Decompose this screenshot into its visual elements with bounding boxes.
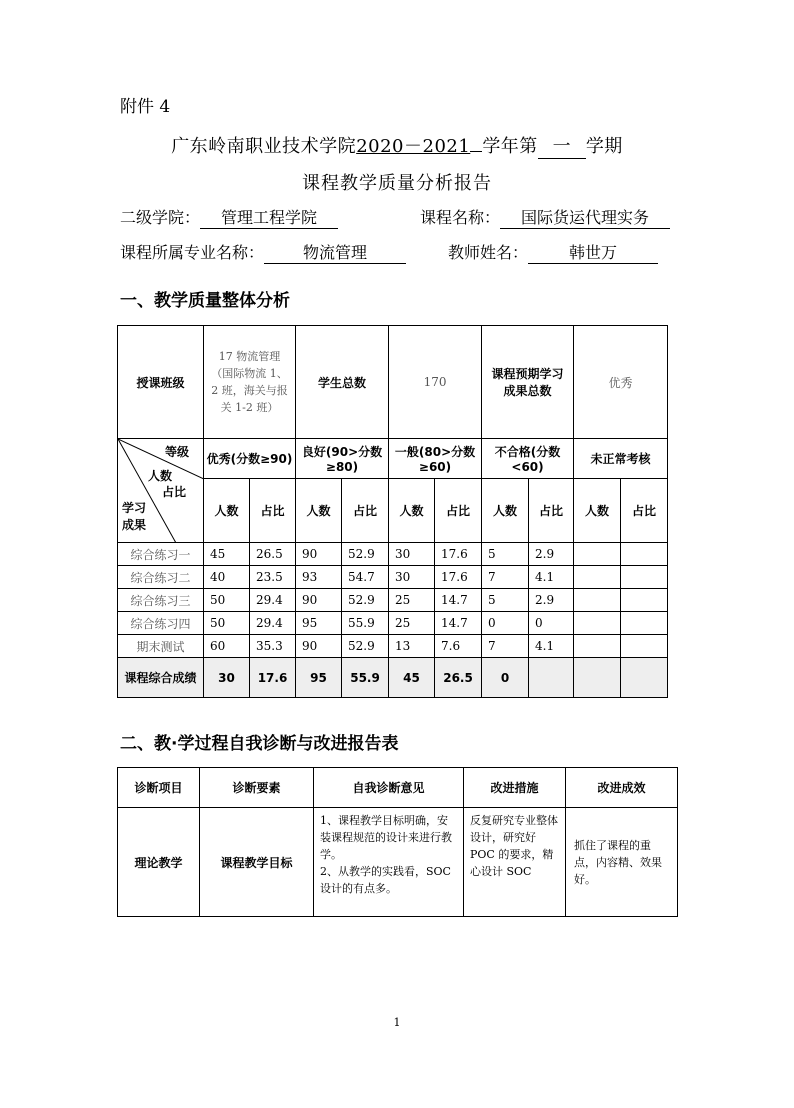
section2-title: 二、教·学过程自我诊断与改进报告表 <box>120 734 399 754</box>
header-item: 诊断项目 <box>118 768 200 808</box>
cell: 54.7 <box>342 566 389 589</box>
cell: 55.9 <box>342 658 389 698</box>
cell <box>621 635 668 658</box>
cell: 30 <box>389 566 435 589</box>
grade-excellent: 优秀(分数≥90) <box>204 439 296 479</box>
diag-grade: 等级 <box>165 445 190 459</box>
cell: 5 <box>482 543 529 566</box>
diag-count: 人数 <box>148 469 173 483</box>
cell <box>529 658 574 698</box>
row-name: 综合练习三 <box>118 589 204 612</box>
row-name: 综合练习二 <box>118 566 204 589</box>
diag-measure: 反复研究专业整体设计，研究好 POC 的要求，精心设计 SOC <box>464 808 566 917</box>
teacher-field <box>448 240 658 264</box>
cell: 14.7 <box>435 612 482 635</box>
total-label: 课程综合成绩 <box>118 658 204 698</box>
report-header <box>0 132 794 159</box>
cell: 30 <box>389 543 435 566</box>
header-opinion: 自我诊断意见 <box>314 768 464 808</box>
cell <box>574 589 621 612</box>
term-number: 一 <box>538 132 586 159</box>
cell: 29.4 <box>250 612 296 635</box>
grade-average: 一般(80>分数≥60) <box>389 439 482 479</box>
cell: 29.4 <box>250 589 296 612</box>
cell <box>574 658 621 698</box>
year-suffix: 学年第 <box>482 136 538 157</box>
cell: 0 <box>482 658 529 698</box>
course-label: 课程名称： <box>420 208 501 227</box>
cell: 23.5 <box>250 566 296 589</box>
grade-header-row <box>118 439 668 479</box>
diagnosis-header-row <box>118 768 678 808</box>
course-field <box>420 205 670 229</box>
cell: 95 <box>296 612 342 635</box>
grade-good: 良好(90>分数≥80) <box>296 439 389 479</box>
diag-opinion <box>314 808 464 917</box>
students-value: 170 <box>389 326 482 439</box>
cell: 93 <box>296 566 342 589</box>
diag-item: 理论教学 <box>118 808 200 917</box>
cell: 17.6 <box>435 566 482 589</box>
quality-analysis-table <box>117 325 668 698</box>
cell: 7 <box>482 635 529 658</box>
cell: 60 <box>204 635 250 658</box>
cell: 30 <box>204 658 250 698</box>
opinion-line-1: 1、课程教学目标明确，安装课程规范的设计来进行教学。 <box>320 814 452 861</box>
cell: 35.3 <box>250 635 296 658</box>
major-value: 物流管理 <box>264 240 406 264</box>
cell: 90 <box>296 635 342 658</box>
table-row <box>118 589 668 612</box>
report-title: 课程教学质量分析报告 <box>302 173 492 194</box>
grade-fail: 不合格(分数<60) <box>482 439 574 479</box>
cell <box>574 635 621 658</box>
row-name: 综合练习四 <box>118 612 204 635</box>
expected-value: 优秀 <box>574 326 668 439</box>
row-name: 期末测试 <box>118 635 204 658</box>
cell: 2.9 <box>529 589 574 612</box>
cell: 7 <box>482 566 529 589</box>
expected-label: 课程预期学习成果总数 <box>482 326 574 439</box>
table-row <box>118 566 668 589</box>
major-label: 课程所属专业名称： <box>120 243 265 262</box>
cell: 0 <box>482 612 529 635</box>
attachment-label: 附件 4 <box>120 97 171 117</box>
cell <box>621 543 668 566</box>
college-value: 管理工程学院 <box>200 205 338 229</box>
cell: 95 <box>296 658 342 698</box>
sub-count: 人数 <box>389 479 435 543</box>
cell: 25 <box>389 612 435 635</box>
cell: 25 <box>389 589 435 612</box>
sub-ratio: 占比 <box>435 479 482 543</box>
cell <box>574 543 621 566</box>
row-name: 综合练习一 <box>118 543 204 566</box>
table-row <box>118 612 668 635</box>
cell: 2.9 <box>529 543 574 566</box>
diagnosis-table <box>117 767 678 917</box>
sub-ratio: 占比 <box>342 479 389 543</box>
cell: 14.7 <box>435 589 482 612</box>
major-field <box>120 240 406 264</box>
cell <box>574 566 621 589</box>
cell: 45 <box>204 543 250 566</box>
cell: 4.1 <box>529 635 574 658</box>
sub-ratio: 占比 <box>621 479 668 543</box>
class-label: 授课班级 <box>118 326 204 439</box>
college-field <box>120 205 338 229</box>
diag-effect: 抓住了课程的重点，内容精、效果好。 <box>566 808 678 917</box>
cell <box>621 612 668 635</box>
table-row <box>118 543 668 566</box>
diagnosis-row <box>118 808 678 917</box>
teacher-label: 教师姓名： <box>448 243 529 262</box>
sub-count: 人数 <box>482 479 529 543</box>
cell: 90 <box>296 543 342 566</box>
cell: 90 <box>296 589 342 612</box>
cell: 52.9 <box>342 589 389 612</box>
cell: 40 <box>204 566 250 589</box>
cell: 17.6 <box>250 658 296 698</box>
cell: 26.5 <box>435 658 482 698</box>
academic-year: 2020－2021 <box>356 136 471 157</box>
header-element: 诊断要素 <box>200 768 314 808</box>
sub-count: 人数 <box>296 479 342 543</box>
course-value: 国际货运代理实务 <box>500 205 670 229</box>
sub-count: 人数 <box>574 479 621 543</box>
opinion-line-2: 2、从教学的实践看，SOC 设计的有点多。 <box>320 865 451 895</box>
cell <box>621 589 668 612</box>
students-label: 学生总数 <box>296 326 389 439</box>
class-value: 17 物流管理（国际物流 1、2 班，海关与报关 1-2 班） <box>204 326 296 439</box>
table-row <box>118 635 668 658</box>
cell: 50 <box>204 612 250 635</box>
diag-ratio: 占比 <box>162 485 187 499</box>
cell: 55.9 <box>342 612 389 635</box>
term-suffix: 学期 <box>585 136 623 157</box>
college-label: 二级学院： <box>120 208 201 227</box>
sub-count: 人数 <box>204 479 250 543</box>
class-info-row <box>118 326 668 439</box>
cell: 50 <box>204 589 250 612</box>
total-row <box>118 658 668 698</box>
header-effect: 改进成效 <box>566 768 678 808</box>
cell <box>621 658 668 698</box>
cell: 13 <box>389 635 435 658</box>
cell: 7.6 <box>435 635 482 658</box>
diagonal-header-cell <box>118 439 204 543</box>
cell: 4.1 <box>529 566 574 589</box>
cell: 0 <box>529 612 574 635</box>
year-underline <box>470 135 482 152</box>
sub-ratio: 占比 <box>529 479 574 543</box>
sub-ratio: 占比 <box>250 479 296 543</box>
cell: 26.5 <box>250 543 296 566</box>
page-number: 1 <box>393 1016 401 1029</box>
teacher-value: 韩世万 <box>528 240 658 264</box>
header-measure: 改进措施 <box>464 768 566 808</box>
cell: 52.9 <box>342 635 389 658</box>
cell <box>574 612 621 635</box>
school-name: 广东岭南职业技术学院 <box>171 136 357 157</box>
cell: 17.6 <box>435 543 482 566</box>
grade-absent: 未正常考核 <box>574 439 668 479</box>
diag-element: 课程教学目标 <box>200 808 314 917</box>
cell <box>621 566 668 589</box>
section1-title: 一、教学质量整体分析 <box>120 291 290 311</box>
cell: 52.9 <box>342 543 389 566</box>
cell: 5 <box>482 589 529 612</box>
diag-outcome: 学习成果 <box>122 501 147 532</box>
cell: 45 <box>389 658 435 698</box>
